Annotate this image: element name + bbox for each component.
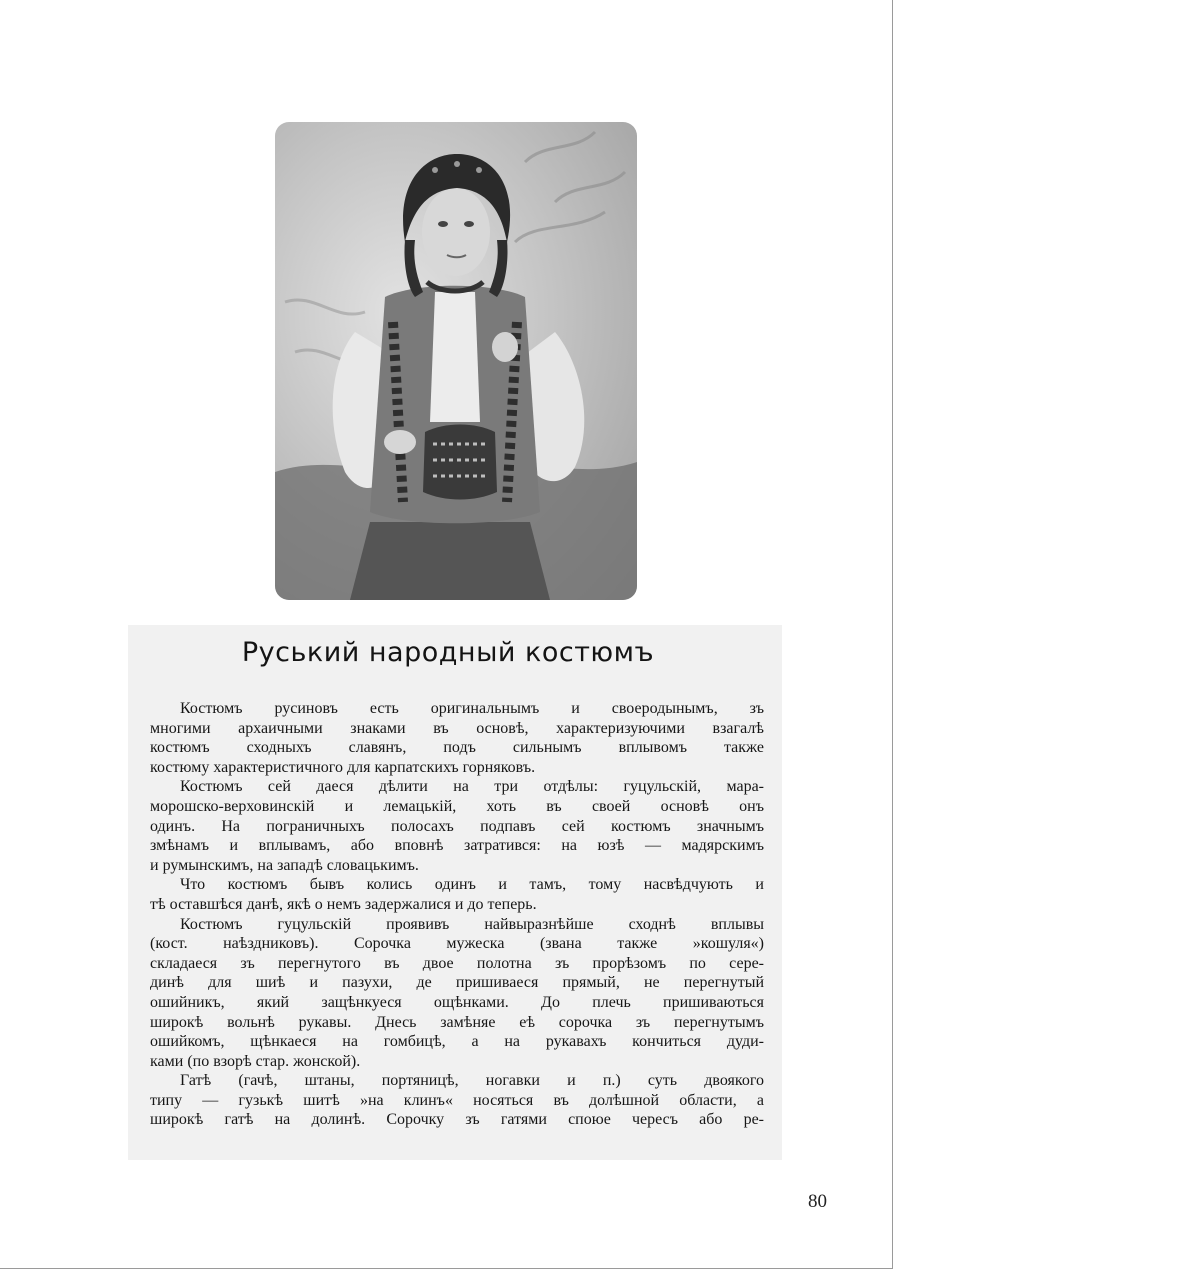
text-line: многими архаичными знаками въ основѣ, характеризуючими взагалѣ <box>150 719 764 737</box>
text-line: змѣнамъ и вплывамъ, або вповнѣ затратився: на юзѣ — мадярскимъ <box>150 837 764 855</box>
text-line: ошийкомъ, щѣнкаеся на гомбицѣ, а на рукавахъ кончиться дуди- <box>150 1033 764 1051</box>
text-line: Костюмъ сей даеся дѣлити на три отдѣлы: гуцульскій, мара- <box>180 778 764 796</box>
text-line: тѣ оставшѣся данѣ, якѣ о немъ задержалися и до теперь. <box>150 895 537 913</box>
text-line: динѣ для шиѣ и пазухи, де пришиваеся прямый, не перегнутый <box>150 974 764 992</box>
text-line: ошийникъ, який защѣнкуеся ощѣнками. До плечь пришиваються <box>150 993 764 1011</box>
page-number: 80 <box>808 1191 827 1212</box>
text-line: Что костюмъ бывъ колись одинъ и тамъ, тому насвѣдчують и <box>180 876 764 894</box>
text-line: Гатѣ (гачѣ, штаны, портяницѣ, ногавки и п.) суть двоякого <box>180 1072 764 1090</box>
text-line: морошско-верховинскій и лемацькій, хоть въ своей основѣ онъ <box>150 797 764 815</box>
text-line: ками (по взорѣ стар. жонской). <box>150 1052 361 1070</box>
text-line: типу — гузькѣ шитѣ »на клинъ« носяться въ долѣшной области, а <box>150 1091 764 1109</box>
text-line: (кост. наѣздниковъ). Сорочка мужеска (звана также »кошуля«) <box>150 935 764 953</box>
scanned-text-block <box>128 625 782 1160</box>
article-title: Руський народный костюмъ <box>241 637 655 668</box>
portrait-photograph <box>275 122 637 600</box>
text-line: костюму характеристичного для карпатскихъ горняковъ. <box>150 758 536 776</box>
text-line: складаеся зъ перегнутого въ двое полотна зъ прорѣзомъ по сере- <box>150 954 764 972</box>
text-line: одинъ. На пограничныхъ полосахъ подпавъ сей костюмъ значнымъ <box>150 817 764 835</box>
text-line: широкѣ вольнѣ рукавы. Днесь замѣняе еѣ сорочка зъ перегнутымъ <box>150 1013 764 1031</box>
text-line: и румынскимъ, на западѣ словацькимъ. <box>150 856 419 874</box>
text-line: широкѣ гатѣ на долинѣ. Сорочку зъ гатями споюе чересъ або ре- <box>150 1111 764 1129</box>
article-body <box>150 699 764 1130</box>
text-line: Костюмъ гуцульскій проявивъ найвыразнѣйше сходнѣ вплывы <box>180 915 764 933</box>
portrait-image-icon <box>275 122 637 600</box>
text-line: Костюмъ русиновъ есть оригинальнымъ и своеродынымъ, зъ <box>180 700 764 717</box>
text-line: костюмъ сходныхъ славянъ, подъ сильнымъ вплывомъ также <box>150 739 764 757</box>
